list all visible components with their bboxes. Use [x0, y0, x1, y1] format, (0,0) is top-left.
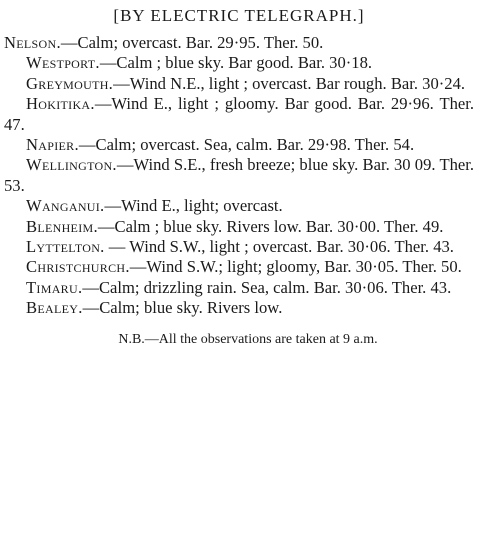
- station-name: Bealey.: [26, 298, 83, 318]
- station-observation: —Calm; drizzling rain. Sea, calm. Bar. 30·06. Ther. 43.: [82, 277, 452, 297]
- weather-report-blenheim: [4, 217, 474, 237]
- weather-report-westport: [4, 53, 474, 73]
- weather-report-napier: [4, 135, 474, 155]
- station-name: Lyttelton.: [26, 237, 105, 257]
- weather-report-nelson: [4, 33, 474, 53]
- station-name: Blenheim.: [26, 216, 98, 236]
- weather-report-wanganui: [4, 196, 474, 216]
- station-name: Hokitika.: [26, 94, 95, 114]
- observation-time-note: N.B.—All the observations are taken at 9 a.m.: [118, 331, 378, 347]
- station-name: Wanganui.: [26, 196, 105, 216]
- station-name: Westport.: [26, 53, 100, 73]
- station-observation: — Wind S.W., light ; overcast. Bar. 30·06. Ther. 43.: [104, 237, 454, 257]
- weather-report-hokitika: [4, 94, 474, 135]
- station-name: Christchurch.: [26, 257, 130, 277]
- station-name: Timaru.: [26, 277, 83, 297]
- weather-report-lyttelton: [4, 237, 474, 257]
- weather-report-timaru: [4, 278, 474, 298]
- station-observation: —Calm; overcast. Bar. 29·95. Ther. 50.: [60, 33, 324, 52]
- station-observation: —Calm ; blue sky. Bar good. Bar. 30·18.: [99, 53, 373, 73]
- station-name: Nelson.: [4, 33, 61, 52]
- weather-report-bealey: [4, 298, 474, 318]
- station-observation: —Wind E., light; overcast.: [104, 196, 283, 216]
- weather-report-wellington: [4, 155, 474, 196]
- dispatch-heading: [BY ELECTRIC TELEGRAPH.]: [113, 6, 365, 25]
- station-observation: —Wind E., light ; gloomy. Bar good. Bar. 29·96. Ther. 47.: [4, 94, 474, 134]
- weather-report-christchurch: [4, 257, 474, 277]
- station-observation: —Wind N.E., light ; overcast. Bar rough. Bar. 30·24.: [113, 73, 466, 93]
- station-name: Wellington.: [26, 155, 117, 175]
- station-observation: —Calm; overcast. Sea, calm. Bar. 29·98. Ther. 54.: [78, 135, 415, 155]
- station-observation: —Wind S.E., fresh breeze; blue sky. Bar. 30 09. Ther. 53.: [4, 155, 474, 195]
- station-name: Napier.: [26, 135, 79, 155]
- weather-report-list: [4, 33, 474, 319]
- station-observation: —Calm; blue sky. Rivers low.: [82, 298, 283, 318]
- weather-report-greymouth: [4, 74, 474, 94]
- station-name: Greymouth.: [26, 73, 114, 93]
- station-observation: —Calm ; blue sky. Rivers low. Bar. 30·00. Ther. 49.: [97, 216, 444, 236]
- station-observation: —Wind S.W.; light; gloomy, Bar. 30·05. Ther. 50.: [129, 257, 462, 277]
